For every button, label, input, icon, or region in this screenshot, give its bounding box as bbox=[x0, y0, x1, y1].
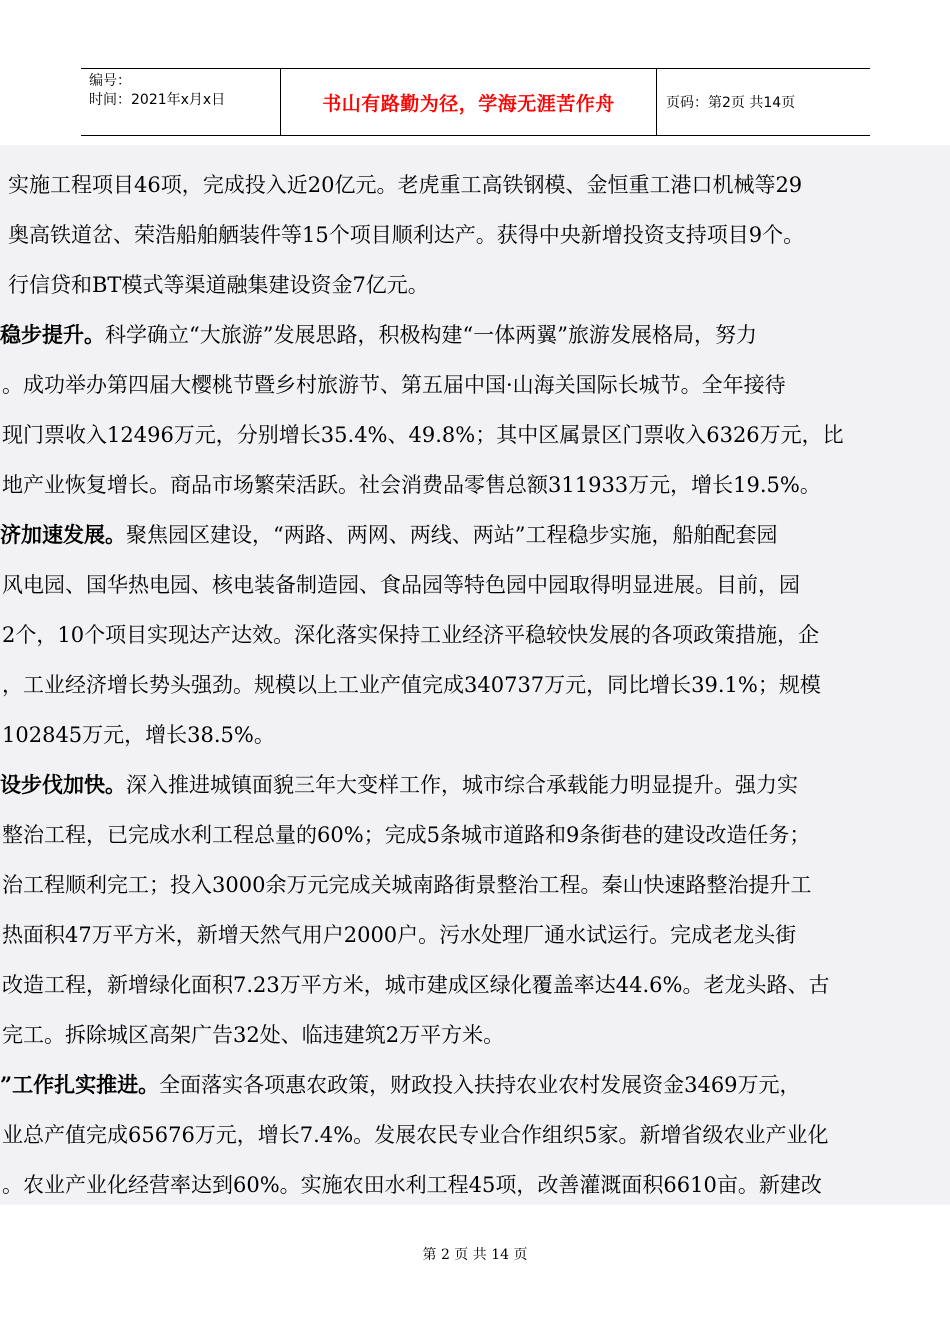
line-text: 热面积47万平方米，新增天然气用户2000户。污水处理厂通水试运行。完成老龙头街 bbox=[2, 923, 797, 947]
paragraph bbox=[0, 760, 950, 1060]
text-line bbox=[0, 660, 950, 710]
document-number-label: 编号： bbox=[89, 73, 131, 89]
section-heading: 稳步提升。 bbox=[0, 322, 105, 347]
line-text: 业总产值完成65676万元，增长7.4%。发展农民专业合作组织5家。新增省级农业产业化 bbox=[2, 1123, 829, 1147]
paragraph bbox=[0, 1060, 950, 1210]
text-line bbox=[0, 710, 950, 760]
text-line bbox=[0, 560, 950, 610]
page-header bbox=[81, 68, 870, 136]
text-line bbox=[0, 1110, 950, 1160]
header-page-code: 页码：第2页 共14页 bbox=[666, 95, 796, 111]
line-text: 奥高铁道岔、荣浩船舶舾装件等15个项目顺利达产。获得中央新增投资支持项目9个。 bbox=[8, 223, 805, 247]
text-line bbox=[0, 460, 950, 510]
line-text: ，工业经济增长势头强劲。规模以上工业产值完成340737万元，同比增长39.1%；规模 bbox=[2, 673, 821, 697]
text-line bbox=[0, 160, 950, 210]
header-motto-cell bbox=[281, 69, 657, 135]
line-text: 治工程顺利完工；投入3000余万元完成关城南路街景整治工程。秦山快速路整治提升工 bbox=[2, 873, 812, 897]
line-text: 102845万元，增长38.5%。 bbox=[2, 723, 275, 747]
line-text: 风电园、国华热电园、核电装备制造园、食品园等特色园中园取得明显进展。目前，园 bbox=[2, 573, 800, 597]
text-line bbox=[0, 760, 950, 810]
text-line bbox=[0, 960, 950, 1010]
line-text: 全面落实各项惠农政策，财政投入扶持农业农村发展资金3469万元， bbox=[159, 1073, 801, 1097]
text-line bbox=[0, 1160, 950, 1210]
line-text: 实施工程项目46项，完成投入近20亿元。老虎重工高铁钢模、金恒重工港口机械等29 bbox=[8, 173, 803, 197]
text-line bbox=[0, 260, 950, 310]
section-heading: 设步伐加快。 bbox=[0, 772, 126, 797]
text-line bbox=[0, 310, 950, 360]
text-line bbox=[0, 510, 950, 560]
section-heading: 济加速发展。 bbox=[0, 522, 126, 547]
text-line bbox=[0, 360, 950, 410]
header-page-code-cell bbox=[657, 69, 870, 135]
paragraph bbox=[0, 310, 950, 510]
line-text: 聚焦园区建设，“两路、两网、两线、两站”工程稳步实施，船舶配套园 bbox=[126, 523, 778, 547]
line-text: 。成功举办第四届大樱桃节暨乡村旅游节、第五届中国·山海关国际长城节。全年接待 bbox=[2, 373, 786, 397]
document-time-label: 时间：2021年x月x日 bbox=[89, 92, 226, 108]
line-text: 改造工程，新增绿化面积7.23万平方米，城市建成区绿化覆盖率达44.6%。老龙头路、古 bbox=[2, 973, 830, 997]
text-line bbox=[0, 860, 950, 910]
line-text: 现门票收入12496万元，分别增长35.4%、49.8%；其中区属景区门票收入6326万元，比 bbox=[2, 423, 844, 447]
line-text: 科学确立“大旅游”发展思路，积极构建“一体两翼”旅游发展格局，努力 bbox=[105, 323, 757, 347]
paragraph bbox=[0, 160, 950, 310]
header-motto: 书山有路勤为径，学海无涯苦作舟 bbox=[322, 92, 615, 115]
line-text: 深入推进城镇面貌三年大变样工作，城市综合承载能力明显提升。强力实 bbox=[126, 773, 798, 797]
line-text: 完工。拆除城区高架广告32处、临违建筑2万平方米。 bbox=[2, 1023, 505, 1047]
text-line bbox=[0, 1060, 950, 1110]
text-line bbox=[0, 610, 950, 660]
line-text: 行信贷和BT模式等渠道融集建设资金7亿元。 bbox=[8, 273, 429, 297]
line-text: 。农业产业化经营率达到60%。实施农田水利工程45项，改善灌溉面积6610亩。新建改 bbox=[2, 1173, 822, 1197]
page-footer: 第 2 页 共 14 页 bbox=[422, 1247, 528, 1263]
paragraph bbox=[0, 510, 950, 760]
text-line bbox=[0, 410, 950, 460]
header-meta bbox=[81, 69, 281, 135]
text-line bbox=[0, 810, 950, 860]
text-line bbox=[0, 1010, 950, 1060]
line-text: 整治工程，已完成水利工程总量的60%；完成5条城市道路和9条街巷的建设改造任务； bbox=[2, 823, 811, 847]
text-line bbox=[0, 210, 950, 260]
line-text: 2个，10个项目实现达产达效。深化落实保持工业经济平稳较快发展的各项政策措施，企 bbox=[2, 623, 820, 647]
line-text: 地产业恢复增长。商品市场繁荣活跃。社会消费品零售总额311933万元，增长19.5%。 bbox=[2, 473, 821, 497]
section-heading: ”工作扎实推进。 bbox=[0, 1072, 160, 1097]
text-line bbox=[0, 910, 950, 960]
